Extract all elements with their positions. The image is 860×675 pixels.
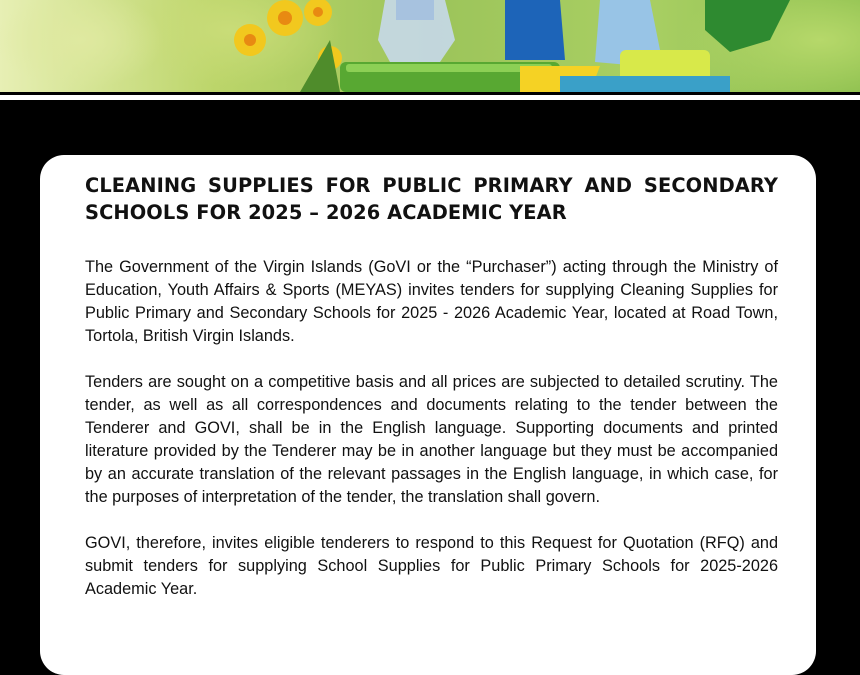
banner-divider xyxy=(0,95,860,100)
cleaning-supplies-banner xyxy=(0,0,860,92)
notice-paragraph-2: Tenders are sought on a competitive basis and all prices are subjected to detailed scrutiny. The tender, as well as all correspondences and documents relating to the tender between the Tenderer and GOVI, shall be in the English language. Supporting documents and printed literature provided by the Tenderer may be in another language but they must be accompanied by an accurate translation of the relevant passages in the English language, in which case, for the purposes of interpretation of the tender, the translation shall govern. xyxy=(85,373,778,506)
cleaning-supplies-photo-icon xyxy=(0,0,860,92)
notice-title: CLEANING SUPPLIES FOR PUBLIC PRIMARY AND SECONDARY SCHOOLS FOR 2025 – 2026 ACADEMIC YEAR xyxy=(85,174,778,224)
notice-paragraph-1: The Government of the Virgin Islands (GoVI or the “Purchaser”) acting through the Ministry of Education, Youth Affairs & Sports (MEYAS) invites tenders for supplying Cleaning Supplies for Public Primary and Secondary Schools for 2025 - 2026 Academic Year, located at Road Town, Tortola, British Virgin Islands. xyxy=(85,258,778,345)
notice-content xyxy=(85,172,778,624)
notice-paragraph-3: GOVI, therefore, invites eligible tenderers to respond to this Request for Quotation (RFQ) and submit tenders for supplying School Supplies for Public Primary Schools for 2025-2026 Academic Year. xyxy=(85,534,778,598)
